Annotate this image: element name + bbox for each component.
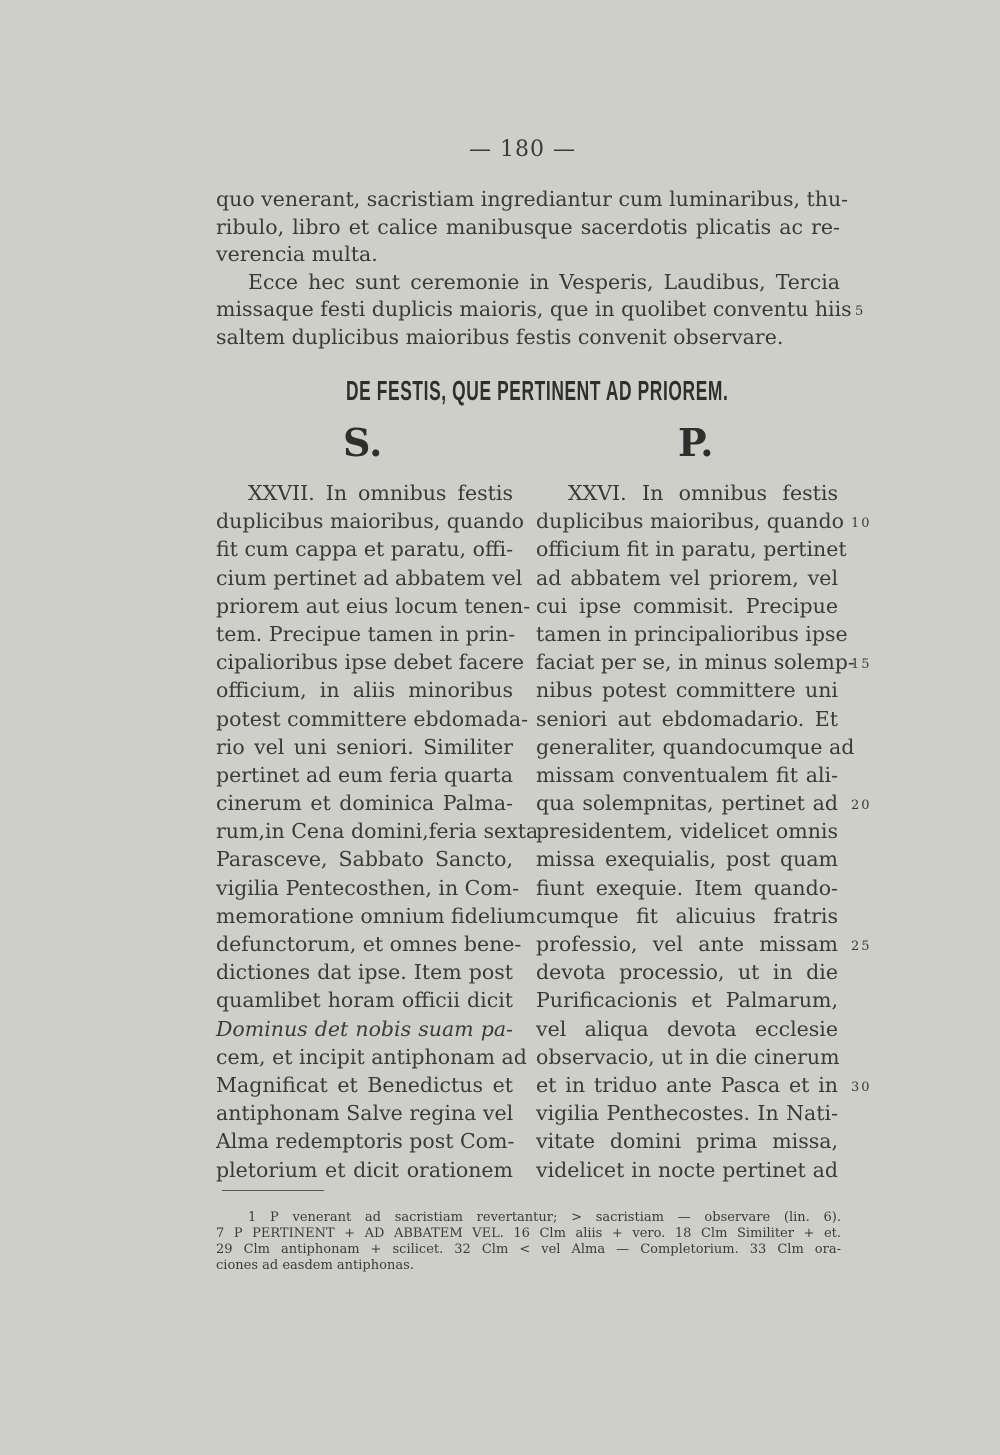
text-line: Magnificat et Benedictus et [216, 1072, 513, 1097]
line-number: 30 [851, 1080, 872, 1095]
text-line: quamlibet horam officii dicit [216, 988, 513, 1013]
text-line: pertinet ad eum feria quarta [216, 762, 513, 787]
footnote-rule [222, 1190, 324, 1191]
text-line: nibus potest committere uni [536, 678, 838, 703]
text-line: rum,in Cena domini,feria sexta [216, 819, 539, 844]
text-line: Alma redemptoris post Com- [216, 1129, 515, 1154]
text-line: professio, vel ante missam [536, 932, 838, 956]
text-line: cui ipse commisit. Precipue [536, 593, 838, 618]
text-line: ad abbatem vel priorem, vel [536, 565, 838, 590]
text-line: observacio, ut in die cinerum [536, 1044, 840, 1069]
text-line: vigilia Penthecostes. In Nati- [536, 1101, 838, 1126]
text-line: saltem duplicibus maioribus festis convenit observare. [216, 324, 784, 349]
text-line: vitate domini prima missa, [536, 1129, 838, 1154]
section-heading: DE FESTIS, QUE PERTINENT AD PRIOREM. [346, 375, 729, 406]
text-line: devota processio, ut in die [536, 960, 838, 985]
text-line: missaque festi duplicis maioris, que in quolibet conventu hiis [216, 297, 852, 321]
footnote-line: 29 Clm antiphonam + scilicet. 32 Clm < vel Alma — Completorium. 33 Clm ora- [216, 1242, 841, 1257]
text-line: ribulo, libro et calice manibusque sacerdotis plicatis ac re- [216, 214, 840, 239]
text-line: defunctorum, et omnes bene- [216, 932, 522, 956]
text-line: vel aliqua devota ecclesie [536, 1016, 838, 1041]
text-line: memoratione omnium fidelium [216, 903, 536, 928]
text-line: missa exequialis, post quam [536, 847, 838, 872]
text-line: cumque fit alicuius fratris [536, 903, 838, 928]
siglum-left: S. [343, 420, 383, 465]
text-line: duplicibus maioribus, quando [216, 509, 524, 534]
text-line: quo venerant, sacristiam ingrediantur cum luminaribus, thu- [216, 187, 849, 211]
text-line: presidentem, videlicet omnis [536, 819, 838, 844]
footnotes [216, 1210, 841, 1274]
text-line: seniori aut ebdomadario. Et [536, 706, 838, 731]
line-number: 25 [851, 939, 872, 954]
text-line: cem, et incipit antiphonam ad [216, 1044, 527, 1069]
text-line: generaliter, quandocumque ad [536, 734, 855, 759]
text-line: videlicet in nocte pertinet ad [536, 1157, 838, 1182]
text-line: faciat per se, in minus solemp- [536, 650, 855, 675]
text-line: potest committere ebdomada- [216, 706, 529, 731]
text-line: antiphonam Salve regina vel [216, 1101, 514, 1126]
text-line: duplicibus maioribus, quando [536, 509, 844, 534]
text-line: vigilia Pentecosthen, in Com- [216, 875, 520, 900]
opening-paragraphs [216, 186, 852, 351]
line-number: 5 [855, 304, 866, 319]
text-line: Dominus det nobis suam pa- [216, 1016, 513, 1041]
text-line: tem. Precipue tamen in prin- [216, 621, 516, 646]
text-line: Ecce hec sunt ceremonie in Vesperis, Laudibus, Tercia [248, 269, 840, 294]
text-line: officium, in aliis minoribus [216, 678, 513, 703]
text-line: qua solempnitas, pertinet ad [536, 791, 838, 816]
right-column [536, 479, 855, 1184]
left-column [216, 479, 539, 1184]
page-number: — 180 — [469, 137, 576, 162]
footnote-line: 7 P PERTINENT + AD ABBATEM VEL. 16 Clm aliis + vero. 18 Clm Similiter + et. [216, 1226, 841, 1241]
text-line: Purificacionis et Palmarum, [536, 988, 838, 1013]
footnote-line: 1 P venerant ad sacristiam revertantur; > sacristiam — observare (lin. 6). [248, 1210, 841, 1225]
line-number: 10 [851, 516, 872, 531]
text-line: officium fit in paratu, pertinet [536, 537, 847, 562]
text-line: rio vel uni seniori. Similiter [216, 734, 513, 759]
text-line: XXVII. In omnibus festis [248, 481, 513, 505]
text-line: et in triduo ante Pasca et in [536, 1072, 838, 1097]
footnote-line: ciones ad easdem antiphonas. [216, 1258, 414, 1273]
text-line: Parasceve, Sabbato Sancto, [216, 847, 513, 872]
text-line: cinerum et dominica Palma- [216, 791, 513, 816]
siglum-right: P. [678, 420, 714, 465]
line-number: 15 [851, 657, 872, 672]
text-line: fiunt exequie. Item quando- [536, 875, 838, 900]
text-line: cipalioribus ipse debet facere [216, 650, 525, 675]
text-line: missam conventualem fit ali- [536, 762, 838, 787]
line-number: 20 [851, 798, 872, 813]
text-line: cium pertinet ad abbatem vel [216, 565, 523, 590]
text-line: XXVI. In omnibus festis [568, 481, 838, 505]
text-line: priorem aut eius locum tenen- [216, 593, 531, 618]
text-line: verencia multa. [216, 242, 378, 266]
text-line: pletorium et dicit orationem [216, 1157, 513, 1182]
text-line: dictiones dat ipse. Item post [216, 960, 513, 985]
text-line: tamen in principalioribus ipse [536, 621, 848, 646]
text-line: fit cum cappa et paratu, offi- [216, 537, 513, 562]
